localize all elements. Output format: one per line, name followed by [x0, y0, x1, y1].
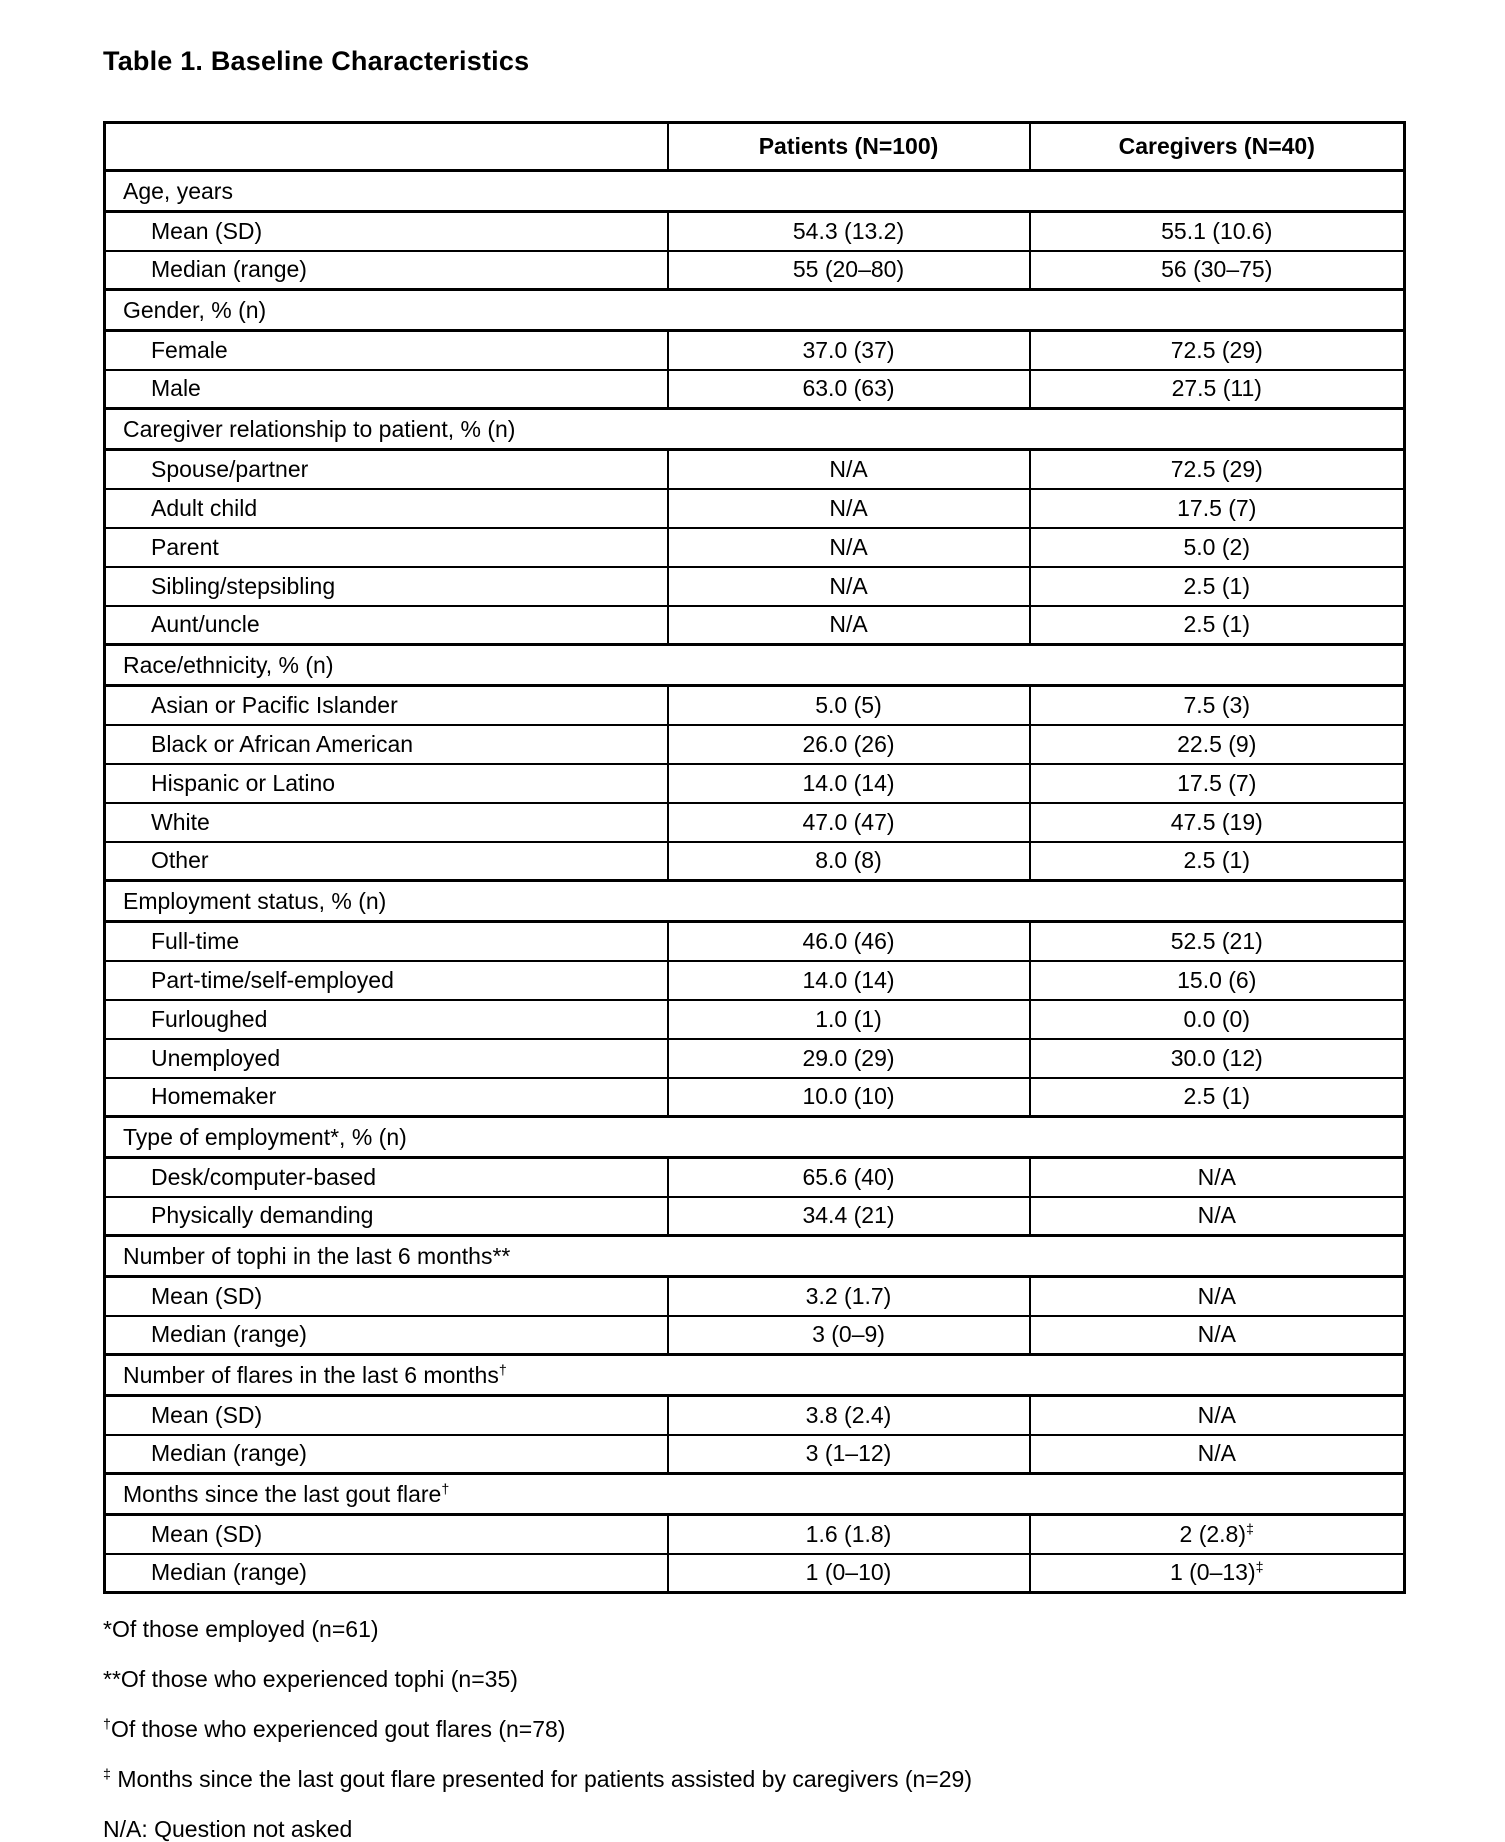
- row-label: Unemployed: [105, 1039, 668, 1078]
- patients-value: 55 (20–80): [668, 251, 1030, 290]
- row-label: Physically demanding: [105, 1197, 668, 1236]
- caregivers-value: 72.5 (29): [1030, 331, 1405, 370]
- patients-value: 3 (1–12): [668, 1435, 1030, 1474]
- row-label: Asian or Pacific Islander: [105, 686, 668, 725]
- footnote-line: †Of those who experienced gout flares (n=78): [103, 1716, 566, 1742]
- table-row: [105, 1000, 1405, 1039]
- section-label: Age, years: [105, 171, 1405, 212]
- column-header-caregivers: Caregivers (N=40): [1030, 123, 1405, 171]
- superscript-marker: ‡: [103, 1766, 111, 1783]
- row-label: Adult child: [105, 489, 668, 528]
- table-row: [105, 528, 1405, 567]
- patients-value: 1.0 (1): [668, 1000, 1030, 1039]
- table-row: [105, 1435, 1405, 1474]
- superscript-marker: †: [498, 1361, 507, 1378]
- caregivers-value: 55.1 (10.6): [1030, 212, 1405, 251]
- baseline-characteristics-table: [103, 121, 1406, 1594]
- patients-value: N/A: [668, 450, 1030, 489]
- patients-value: 37.0 (37): [668, 331, 1030, 370]
- table-row: [105, 331, 1405, 370]
- table-row: [105, 1158, 1405, 1197]
- patients-value: 63.0 (63): [668, 370, 1030, 409]
- caregivers-value: 30.0 (12): [1030, 1039, 1405, 1078]
- table-row: [105, 212, 1405, 251]
- patients-value: N/A: [668, 606, 1030, 645]
- table-row: [105, 606, 1405, 645]
- section-row: [105, 171, 1405, 212]
- caregivers-value: 52.5 (21): [1030, 922, 1405, 961]
- table-row: [105, 1515, 1405, 1554]
- caregivers-value: 47.5 (19): [1030, 803, 1405, 842]
- header-row: [105, 123, 1405, 171]
- caregivers-value: N/A: [1030, 1158, 1405, 1197]
- column-header-patients: Patients (N=100): [668, 123, 1030, 171]
- footnote-line: *Of those employed (n=61): [103, 1616, 379, 1642]
- table-row: [105, 1039, 1405, 1078]
- table-row: [105, 686, 1405, 725]
- patients-value: 65.6 (40): [668, 1158, 1030, 1197]
- superscript-marker: †: [441, 1480, 450, 1497]
- caregivers-value: 17.5 (7): [1030, 489, 1405, 528]
- patients-value: 1 (0–10): [668, 1554, 1030, 1593]
- superscript-marker: †: [103, 1716, 111, 1733]
- caregivers-value: 1 (0–13)‡: [1030, 1554, 1405, 1593]
- row-label: Mean (SD): [105, 1277, 668, 1316]
- row-label: White: [105, 803, 668, 842]
- caregivers-value: 56 (30–75): [1030, 251, 1405, 290]
- footnote-line: **Of those who experienced tophi (n=35): [103, 1666, 518, 1692]
- section-label: Employment status, % (n): [105, 881, 1405, 922]
- footnotes: [103, 1616, 1405, 1842]
- section-row: [105, 1236, 1405, 1277]
- section-row: [105, 1355, 1405, 1396]
- row-label: Parent: [105, 528, 668, 567]
- row-label: Black or African American: [105, 725, 668, 764]
- row-label: Homemaker: [105, 1078, 668, 1117]
- row-label: Male: [105, 370, 668, 409]
- column-header-empty: [105, 123, 668, 171]
- patients-value: N/A: [668, 489, 1030, 528]
- table-row: [105, 961, 1405, 1000]
- table-row: [105, 803, 1405, 842]
- row-label: Part-time/self-employed: [105, 961, 668, 1000]
- patients-value: 14.0 (14): [668, 961, 1030, 1000]
- row-label: Female: [105, 331, 668, 370]
- caregivers-value: N/A: [1030, 1396, 1405, 1435]
- row-label: Median (range): [105, 1316, 668, 1355]
- caregivers-value: N/A: [1030, 1277, 1405, 1316]
- patients-value: 10.0 (10): [668, 1078, 1030, 1117]
- patients-value: 54.3 (13.2): [668, 212, 1030, 251]
- table-row: [105, 1316, 1405, 1355]
- row-label: Other: [105, 842, 668, 881]
- row-label: Mean (SD): [105, 1515, 668, 1554]
- section-row: [105, 1474, 1405, 1515]
- caregivers-value: 0.0 (0): [1030, 1000, 1405, 1039]
- row-label: Full-time: [105, 922, 668, 961]
- caregivers-value: 2.5 (1): [1030, 567, 1405, 606]
- caregivers-value: 72.5 (29): [1030, 450, 1405, 489]
- section-label: Number of flares in the last 6 months†: [105, 1355, 1405, 1396]
- patients-value: 5.0 (5): [668, 686, 1030, 725]
- patients-value: 46.0 (46): [668, 922, 1030, 961]
- table-row: [105, 1277, 1405, 1316]
- patients-value: 3.2 (1.7): [668, 1277, 1030, 1316]
- table-row: [105, 1078, 1405, 1117]
- table-row: [105, 725, 1405, 764]
- table-row: [105, 1554, 1405, 1593]
- section-label: Race/ethnicity, % (n): [105, 645, 1405, 686]
- patients-value: 3 (0–9): [668, 1316, 1030, 1355]
- row-label: Hispanic or Latino: [105, 764, 668, 803]
- section-label: Type of employment*, % (n): [105, 1117, 1405, 1158]
- caregivers-value: 2 (2.8)‡: [1030, 1515, 1405, 1554]
- patients-value: N/A: [668, 528, 1030, 567]
- page-title: Table 1. Baseline Characteristics: [103, 46, 530, 76]
- row-label: Furloughed: [105, 1000, 668, 1039]
- caregivers-value: 5.0 (2): [1030, 528, 1405, 567]
- footnote-line: N/A: Question not asked: [103, 1816, 353, 1842]
- patients-value: 14.0 (14): [668, 764, 1030, 803]
- table-row: [105, 842, 1405, 881]
- table-row: [105, 567, 1405, 606]
- caregivers-value: N/A: [1030, 1197, 1405, 1236]
- section-row: [105, 881, 1405, 922]
- section-row: [105, 1117, 1405, 1158]
- section-label: Number of tophi in the last 6 months**: [105, 1236, 1405, 1277]
- caregivers-value: N/A: [1030, 1435, 1405, 1474]
- row-label: Mean (SD): [105, 212, 668, 251]
- patients-value: 34.4 (21): [668, 1197, 1030, 1236]
- patients-value: 29.0 (29): [668, 1039, 1030, 1078]
- caregivers-value: 2.5 (1): [1030, 1078, 1405, 1117]
- table-row: [105, 1197, 1405, 1236]
- superscript-marker: ‡: [1246, 1521, 1254, 1538]
- row-label: Aunt/uncle: [105, 606, 668, 645]
- table-row: [105, 1396, 1405, 1435]
- superscript-marker: ‡: [1255, 1559, 1264, 1576]
- section-row: [105, 409, 1405, 450]
- patients-value: 47.0 (47): [668, 803, 1030, 842]
- table-row: [105, 764, 1405, 803]
- row-label: Median (range): [105, 1554, 668, 1593]
- patients-value: 8.0 (8): [668, 842, 1030, 881]
- patients-value: 3.8 (2.4): [668, 1396, 1030, 1435]
- caregivers-value: 7.5 (3): [1030, 686, 1405, 725]
- row-label: Mean (SD): [105, 1396, 668, 1435]
- row-label: Spouse/partner: [105, 450, 668, 489]
- caregivers-value: 22.5 (9): [1030, 725, 1405, 764]
- table-row: [105, 370, 1405, 409]
- table-row: [105, 251, 1405, 290]
- table-body: [105, 171, 1405, 1593]
- table-row: [105, 489, 1405, 528]
- caregivers-value: 2.5 (1): [1030, 606, 1405, 645]
- section-label: Gender, % (n): [105, 290, 1405, 331]
- caregivers-value: N/A: [1030, 1316, 1405, 1355]
- caregivers-value: 27.5 (11): [1030, 370, 1405, 409]
- table-row: [105, 450, 1405, 489]
- row-label: Median (range): [105, 1435, 668, 1474]
- row-label: Sibling/stepsibling: [105, 567, 668, 606]
- patients-value: N/A: [668, 567, 1030, 606]
- table-row: [105, 922, 1405, 961]
- patients-value: 1.6 (1.8): [668, 1515, 1030, 1554]
- section-label: Months since the last gout flare†: [105, 1474, 1405, 1515]
- section-label: Caregiver relationship to patient, % (n): [105, 409, 1405, 450]
- row-label: Desk/computer-based: [105, 1158, 668, 1197]
- caregivers-value: 15.0 (6): [1030, 961, 1405, 1000]
- section-row: [105, 290, 1405, 331]
- caregivers-value: 17.5 (7): [1030, 764, 1405, 803]
- patients-value: 26.0 (26): [668, 725, 1030, 764]
- caregivers-value: 2.5 (1): [1030, 842, 1405, 881]
- footnote-line: ‡ Months since the last gout flare presented for patients assisted by caregivers (n=29): [103, 1766, 972, 1792]
- row-label: Median (range): [105, 251, 668, 290]
- section-row: [105, 645, 1405, 686]
